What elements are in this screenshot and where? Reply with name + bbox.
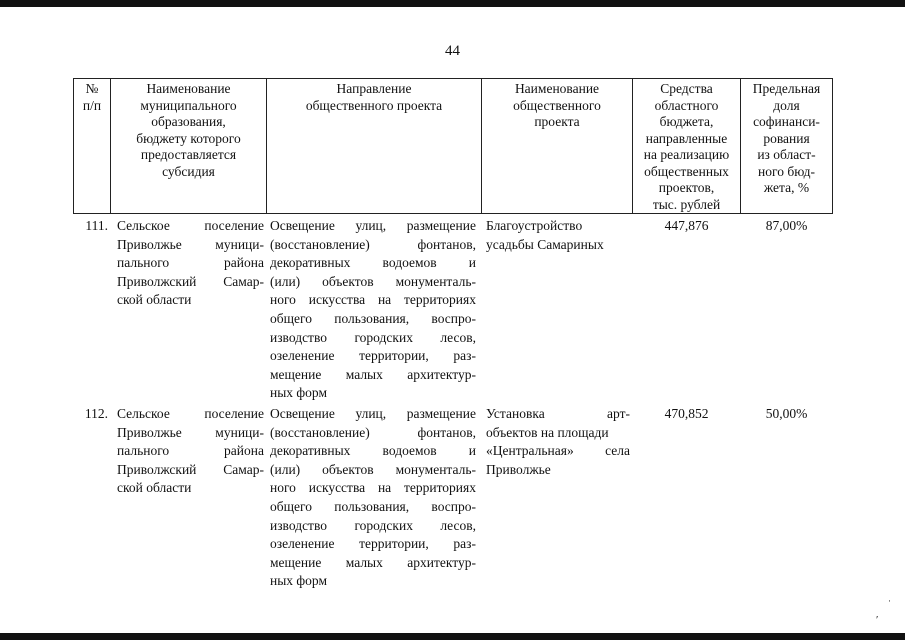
header-num: № п/п: [82, 81, 102, 113]
funds-cell: 447,876: [664, 218, 709, 233]
header-funds: Средства областного бюджета, направленные на реализацию общественных проектов, тыс. рублей: [643, 81, 730, 212]
scan-speck: ·: [888, 596, 891, 606]
project-cell: Установка арт- объектов на площади «Центральная» села Приволжье: [486, 406, 630, 477]
header-municipality: Наименование муниципального образования, бюджету которого предоставляется субсидия: [136, 81, 241, 179]
funds-cell: 470,852: [664, 406, 709, 421]
row-number: 111.: [85, 218, 108, 233]
share-cell: 50,00%: [765, 406, 808, 421]
municipality-cell: Сельское поселение Приволжье муници- пального района Приволжский Самар- ской области: [117, 406, 264, 496]
header-project: Наименование общественного проекта: [513, 81, 601, 129]
direction-cell: Освещение улиц, размещение (восстановление) фонтанов, декоративных водоемов и (или) объектов монументаль- ного искусства на территориях общего пользования, воспро- изводство городских лесов, озеленение территории, раз- мещение малых архитектур- ных форм: [270, 406, 476, 589]
municipality-cell: Сельское поселение Приволжье муници- пального района Приволжский Самар- ской области: [117, 218, 264, 308]
scan-edge-top: [0, 0, 905, 7]
share-cell: 87,00%: [765, 218, 808, 233]
direction-cell: Освещение улиц, размещение (восстановление) фонтанов, декоративных водоемов и (или) объектов монументаль- ного искусства на территориях общего пользования, воспро- изводство городских лесов, озеленение территории, раз- мещение малых архитектур- ных форм: [270, 218, 476, 401]
header-direction: Направление общественного проекта: [305, 81, 443, 113]
scan-edge-bottom: [0, 633, 905, 640]
row-number: 112.: [84, 406, 108, 421]
page-number: 44: [445, 43, 460, 59]
scan-speck: ′: [876, 614, 879, 626]
project-cell: Благоустройство усадьбы Самариных: [486, 218, 604, 252]
header-share: Предельная доля софинанси- рования из област- ного бюд- жета, %: [752, 81, 821, 195]
